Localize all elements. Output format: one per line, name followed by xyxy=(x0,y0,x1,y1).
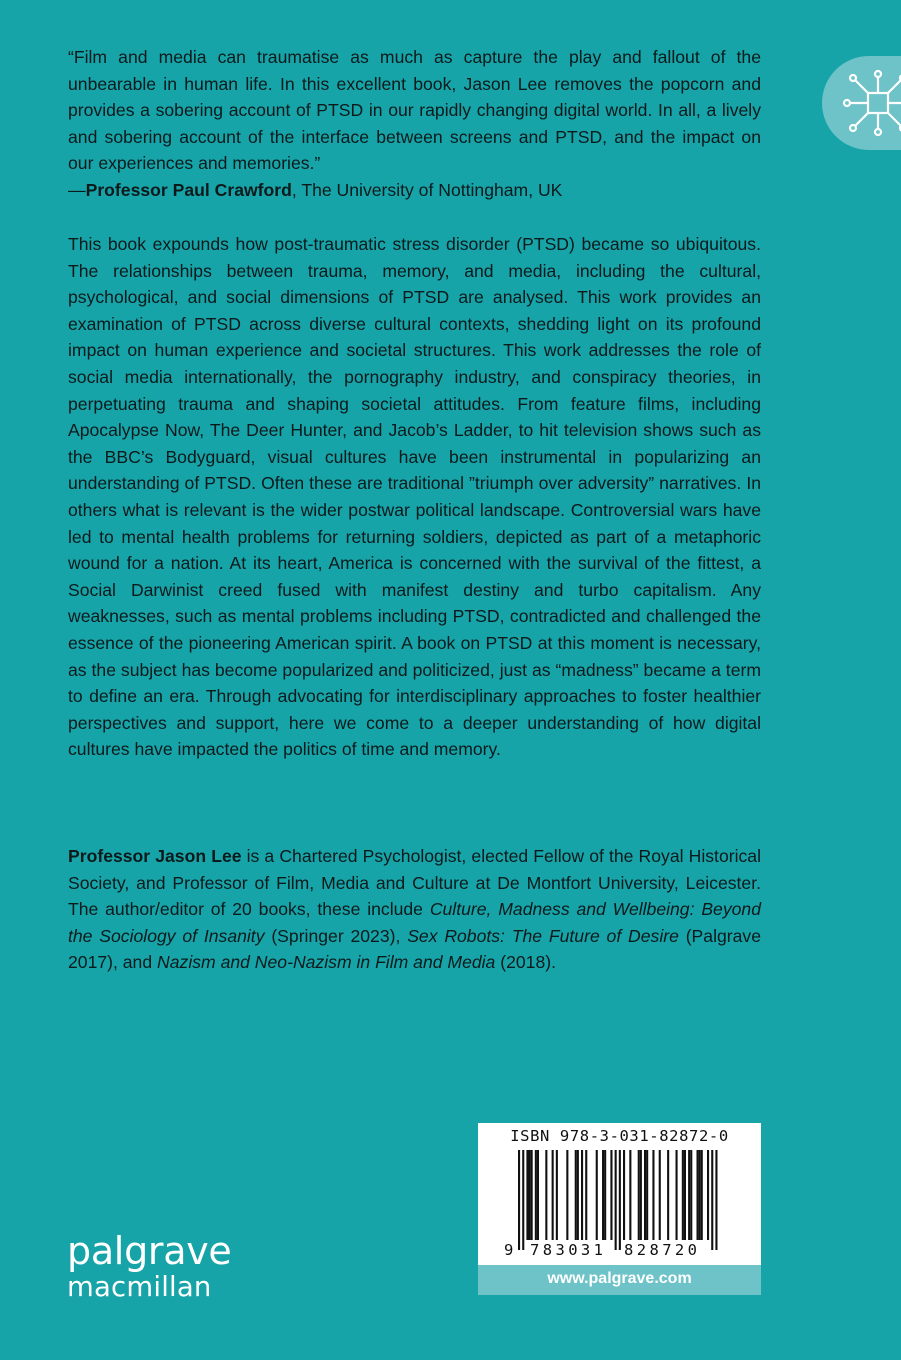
bio-text-1: is a Chartered Psychologist, elected Fellow of the Royal Historical Society, and Professor of Film, Media and Culture at De Montfort University, Leicester. The author/editor of 20 books, these include xyxy=(68,846,761,920)
isbn-barcode xyxy=(478,1123,761,1265)
barcode-bar xyxy=(575,1150,577,1240)
barcode-bar xyxy=(545,1150,547,1240)
barcode-bar xyxy=(711,1150,713,1250)
barcode-bar xyxy=(602,1150,604,1240)
barcode-bar xyxy=(690,1150,692,1240)
barcode-bar xyxy=(526,1150,528,1240)
barcode-bar xyxy=(682,1150,684,1240)
author-name: Professor Jason Lee xyxy=(68,846,242,866)
barcode-bar xyxy=(619,1150,621,1250)
barcode-bar xyxy=(596,1150,598,1240)
publisher-logo-line1: palgrave xyxy=(67,1229,232,1273)
barcode-bar xyxy=(640,1150,642,1240)
quote-dash: — xyxy=(68,179,86,200)
author-bio xyxy=(68,843,761,976)
barcode-bar xyxy=(638,1150,640,1240)
bio-book-3: Nazism and Neo-Nazism in Film and Media xyxy=(157,952,496,973)
barcode-bar xyxy=(566,1150,568,1240)
barcode-bar xyxy=(623,1150,625,1240)
barcode-bar xyxy=(556,1150,558,1240)
isbn-label: ISBN 978-3-031-82872-0 xyxy=(510,1127,729,1145)
barcode-bar xyxy=(697,1150,699,1240)
barcode-bar xyxy=(535,1150,537,1240)
barcode-bar xyxy=(522,1150,524,1250)
barcode-bar xyxy=(652,1150,654,1240)
springer-network-badge xyxy=(822,56,901,150)
bio-book-1: Culture, Madness and Wellbeing: Beyond the Sociology of Insanity xyxy=(68,899,761,946)
barcode-bars xyxy=(478,1123,761,1265)
barcode-bar xyxy=(531,1150,533,1240)
bio-text-4: (2018). xyxy=(495,952,556,973)
barcode-bar xyxy=(684,1150,686,1240)
barcode-left-digits: 783031 xyxy=(530,1241,607,1259)
barcode-bar xyxy=(585,1150,587,1240)
bio-text-2: (Springer 2023), xyxy=(264,925,408,946)
barcode-bar xyxy=(537,1150,539,1240)
website-url: www.palgrave.com xyxy=(478,1265,761,1295)
barcode-bar xyxy=(577,1150,579,1240)
barcode-bar xyxy=(667,1150,669,1240)
barcode-bar xyxy=(529,1150,531,1240)
barcode-right-digits: 828720 xyxy=(624,1241,701,1259)
endorsement-quote xyxy=(68,44,761,204)
barcode-bar xyxy=(659,1150,661,1240)
barcode-bar xyxy=(688,1150,690,1240)
barcode-bar xyxy=(676,1150,678,1240)
barcode-bar xyxy=(615,1150,617,1250)
barcode-bar xyxy=(715,1150,717,1250)
quote-text: “Film and media can traumatise as much as capture the play and fallout of the unbearable in human life. In this excellent book, Jason Lee removes the popcorn and provides a sobering account of PTSD in our rapidly changing digital world. In all, a lively and sobering account of the interface between screens and PTSD, and the impact on our experiences and memories.” xyxy=(68,47,761,174)
book-description: This book expounds how post-traumatic stress disorder (PTSD) became so ubiquitous. The relationships between trauma, memory, and media, including the cultural, psychological, and social dimensions of PTSD are analysed. This work provides an examination of PTSD across diverse cultural contexts, shedding light on its profound impact on human experience and societal structures. This work addresses the role of social media internationally, the pornography industry, and conspiracy theories, in perpetuating trauma and shaping societal attitudes. From feature films, including Apocalypse Now, The Deer Hunter, and Jacob’s Ladder, to hit television shows such as the BBC’s Bodyguard, visual cultures have been instrumental in popularizing an understanding of PTSD. Often these are traditional ”triumph over adversity” narratives. In others what is relevant is the wider postwar political landscape. Controversial wars have led to mental health problems for returning soldiers, depicted as part of a metaphoric wound for a nation. At its heart, America is concerned with the survival of the fittest, a Social Darwinist creed fused with manifest destiny and turbo capitalism. Any weaknesses, such as mental problems including PTSD, contradicted and challenged the essence of the pioneering American spirit. A book on PTSD at this moment is necessary, as the subject has become popularized and politicized, just as “madness” became a term to define an era. Through advocating for interdisciplinary approaches to foster healthier perspectives and support, here we come to a deeper understanding of how digital cultures have impacted the politics of time and memory. xyxy=(68,234,761,760)
barcode-bar xyxy=(604,1150,606,1240)
bio-text-3: (Palgrave 2017), and xyxy=(68,925,762,973)
barcode-bar xyxy=(610,1150,612,1240)
bio-book-2: Sex Robots: The Future of Desire xyxy=(407,925,679,946)
quote-affiliation: , The University of Nottingham, UK xyxy=(291,179,563,200)
barcode-bar xyxy=(518,1150,520,1250)
barcode-bar xyxy=(699,1150,701,1240)
barcode-first-digit: 9 xyxy=(504,1241,517,1259)
barcode-bar xyxy=(581,1150,583,1240)
network-node-icon xyxy=(840,69,901,137)
barcode-bar xyxy=(629,1150,631,1240)
quote-author: Professor Paul Crawford xyxy=(85,179,292,200)
barcode-bar xyxy=(646,1150,648,1240)
publisher-logo-line2: macmillan xyxy=(67,1271,212,1303)
barcode-bar xyxy=(707,1150,709,1240)
barcode-bar xyxy=(644,1150,646,1240)
barcode-bar xyxy=(701,1150,703,1240)
barcode-bar xyxy=(552,1150,554,1240)
publisher-logo xyxy=(67,1229,232,1304)
